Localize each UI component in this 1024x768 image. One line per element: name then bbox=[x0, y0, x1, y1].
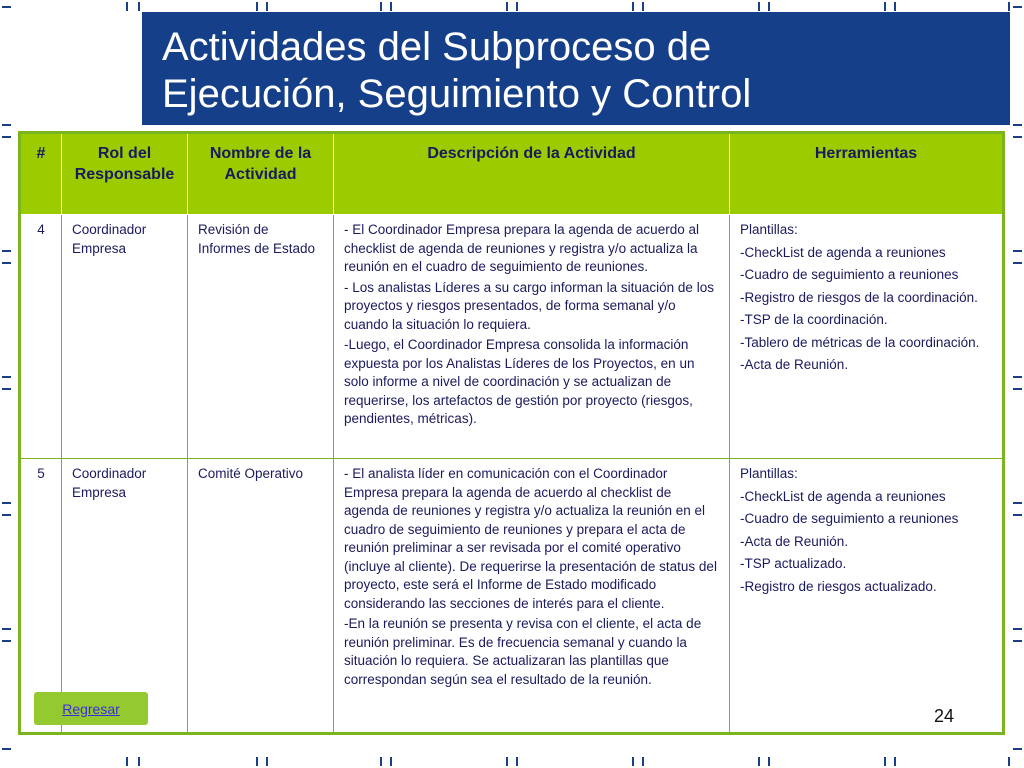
back-button[interactable]: Regresar bbox=[34, 692, 148, 725]
border-tick bbox=[2, 628, 11, 630]
row-role: Coordinador Empresa bbox=[62, 215, 188, 459]
tool-item: -Cuadro de seguimiento a reuniones bbox=[740, 511, 959, 526]
border-tick bbox=[1013, 136, 1022, 138]
row-activity-name: Revisión de Informes de Estado bbox=[188, 215, 334, 459]
border-tick bbox=[126, 2, 128, 11]
border-tick bbox=[632, 757, 634, 766]
border-tick bbox=[266, 2, 268, 11]
border-tick bbox=[1013, 388, 1022, 390]
border-tick bbox=[642, 2, 644, 11]
border-tick bbox=[2, 376, 11, 378]
border-tick bbox=[2, 514, 11, 516]
slide-title: Actividades del Subproceso de Ejecución, Seguimiento y Control bbox=[162, 25, 752, 116]
border-tick bbox=[1013, 514, 1022, 516]
tool-item: -TSP actualizado. bbox=[740, 556, 847, 571]
border-tick bbox=[390, 757, 392, 766]
row-number: 4 bbox=[20, 215, 62, 459]
header-activity-name: Nombre de la Actividad bbox=[188, 133, 334, 215]
tool-item: -Registro de riesgos actualizado. bbox=[740, 578, 937, 594]
border-tick bbox=[1013, 124, 1022, 126]
border-tick bbox=[894, 757, 896, 766]
border-tick bbox=[380, 757, 382, 766]
description-paragraph: - Los analistas Líderes a su cargo informan la situación de los proyectos y riesgos presentados, de forma semanal y/o cuando la situación lo requiera. bbox=[344, 279, 714, 332]
border-tick bbox=[1013, 250, 1022, 252]
border-tick bbox=[506, 2, 508, 11]
border-tick bbox=[2, 502, 11, 504]
border-tick bbox=[894, 2, 896, 11]
header-role: Rol del Responsable bbox=[62, 133, 188, 215]
row-tools bbox=[730, 215, 1004, 459]
border-tick bbox=[1008, 757, 1010, 766]
border-tick bbox=[768, 2, 770, 11]
description-paragraph: - El Coordinador Empresa prepara la agenda de acuerdo al checklist de agenda de reuniones y registra y/o actualiza la reunión en el cuadro de seguimiento de reuniones. bbox=[344, 222, 699, 274]
tool-item: Plantillas: bbox=[740, 466, 798, 481]
tool-item: -Tablero de métricas de la coordinación. bbox=[740, 334, 980, 350]
tool-item: -Cuadro de seguimiento a reuniones bbox=[740, 267, 959, 282]
border-tick bbox=[768, 757, 770, 766]
border-tick bbox=[642, 757, 644, 766]
border-tick bbox=[632, 2, 634, 11]
border-tick bbox=[380, 2, 382, 11]
border-tick bbox=[1013, 640, 1022, 642]
description-paragraph: - El analista líder en comunicación con el Coordinador Empresa prepara la agenda de acuerdo al checklist de agenda de reuniones y registra y/o actualiza la reunión en el cuadro de seguimiento de reuniones y prepara el acta de reunión preliminar a ser revisada por el comité operativo (incluye al cliente). De requerirse la presentación de status del proyecto, este será el Informe de Estado modificado considerando las secciones de interés para el cliente. bbox=[344, 466, 717, 611]
tool-item: -Acta de Reunión. bbox=[740, 357, 849, 372]
border-tick bbox=[506, 757, 508, 766]
border-tick bbox=[1013, 262, 1022, 264]
border-tick bbox=[138, 2, 140, 11]
page-number: 24 bbox=[934, 706, 955, 726]
row-description bbox=[334, 215, 730, 459]
border-tick bbox=[1013, 628, 1022, 630]
border-tick bbox=[256, 757, 258, 766]
border-tick bbox=[2, 6, 11, 8]
border-tick bbox=[2, 250, 11, 252]
header-description: Descripción de la Actividad bbox=[334, 133, 730, 215]
row-description bbox=[334, 459, 730, 734]
activities-table bbox=[18, 131, 1005, 735]
border-tick bbox=[884, 2, 886, 11]
border-tick bbox=[126, 757, 128, 766]
border-tick bbox=[2, 262, 11, 264]
description-paragraph: -Luego, el Coordinador Empresa consolida la información expuesta por los Analistas Líderes de los Proyectos, en un solo informe a nivel de coordinación y se actualizan de requerirse, los artefactos de gestión por proyecto (riesgos, pendientes, métricas). bbox=[344, 337, 695, 426]
header-number: # bbox=[20, 133, 62, 215]
border-tick bbox=[2, 124, 11, 126]
border-tick bbox=[2, 640, 11, 642]
border-tick bbox=[256, 2, 258, 11]
border-tick bbox=[2, 136, 11, 138]
tool-item: Plantillas: bbox=[740, 222, 798, 237]
description-paragraph: -En la reunión se presenta y revisa con el cliente, el acta de reunión preliminar. Es de frecuencia semanal y cuando la situación lo requiera. Se actualizaran las plantillas que correspondan según sea el resultado de la reunión. bbox=[344, 616, 702, 687]
table-row bbox=[20, 459, 1004, 734]
tool-item: -Registro de riesgos de la coordinación. bbox=[740, 289, 978, 305]
border-tick bbox=[138, 757, 140, 766]
border-tick bbox=[758, 2, 760, 11]
border-tick bbox=[1013, 376, 1022, 378]
border-tick bbox=[884, 757, 886, 766]
border-tick bbox=[516, 757, 518, 766]
tool-item: -CheckList de agenda a reuniones bbox=[740, 488, 946, 504]
row-number: 5 bbox=[20, 459, 62, 734]
row-activity-name: Comité Operativo bbox=[188, 459, 334, 734]
border-tick bbox=[758, 757, 760, 766]
row-role: Coordinador Empresa bbox=[62, 459, 188, 734]
border-tick bbox=[390, 2, 392, 11]
border-tick bbox=[2, 748, 11, 750]
border-tick bbox=[266, 757, 268, 766]
table-row bbox=[20, 215, 1004, 459]
tool-item: -Acta de Reunión. bbox=[740, 533, 849, 549]
border-tick bbox=[516, 2, 518, 11]
row-tools bbox=[730, 459, 1004, 734]
tool-item: -TSP de la coordinación. bbox=[740, 312, 888, 327]
table-header-row bbox=[20, 133, 1004, 215]
header-tools: Herramientas bbox=[730, 133, 1004, 215]
border-tick bbox=[2, 388, 11, 390]
border-tick bbox=[1013, 502, 1022, 504]
tool-item: -CheckList de agenda a reuniones bbox=[740, 244, 946, 260]
border-tick bbox=[1008, 2, 1010, 11]
border-tick bbox=[1013, 748, 1022, 750]
border-tick bbox=[1013, 6, 1022, 8]
title-banner bbox=[142, 12, 1010, 125]
